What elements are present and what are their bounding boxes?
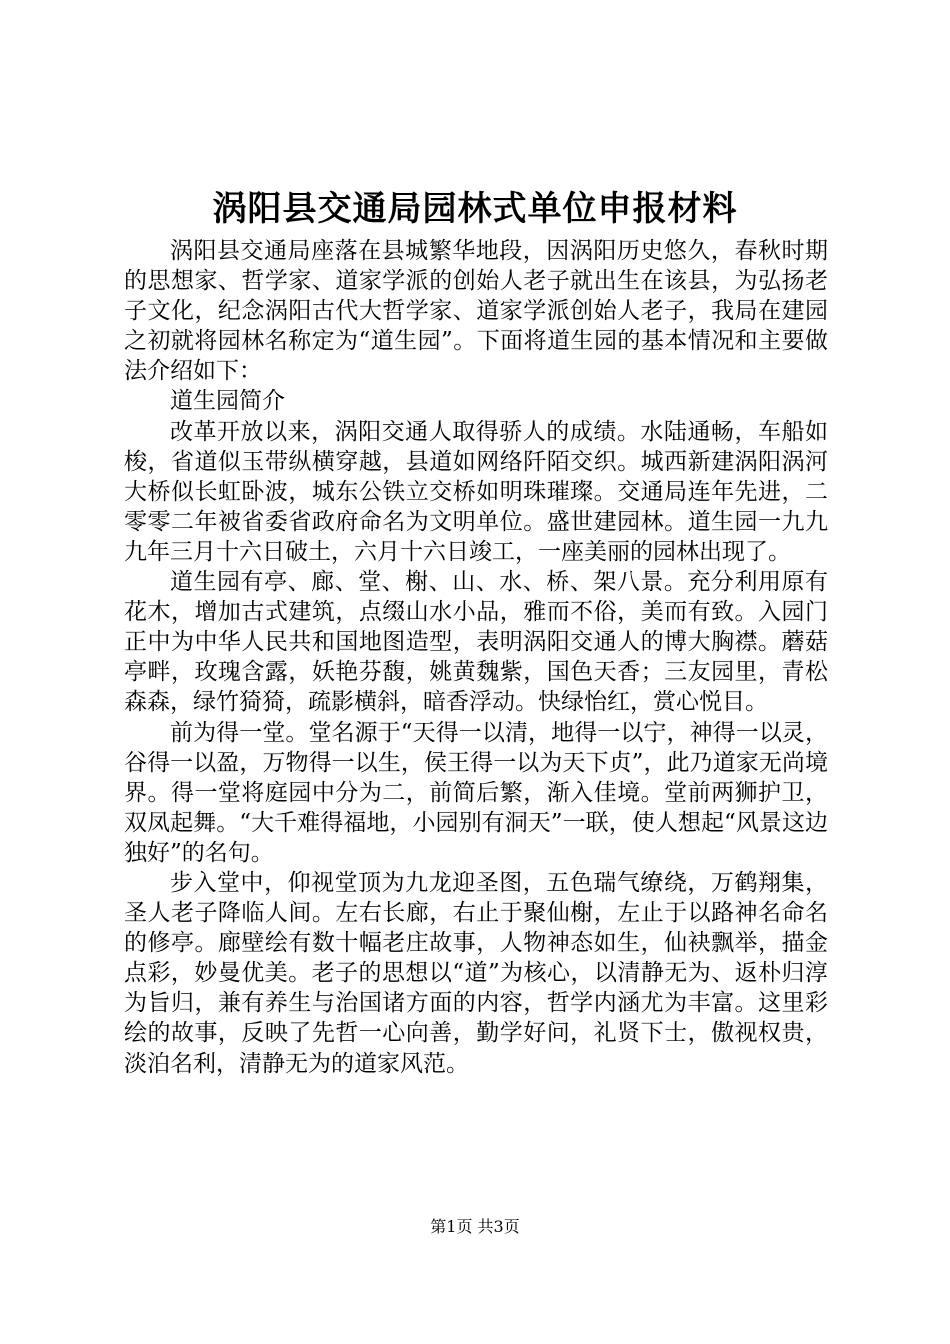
section-heading: 道生园简介 bbox=[170, 388, 285, 415]
paragraph-intro: 涡阳县交通局座落在县城繁华地段，因涡阳历史悠久，春秋时期的思想家、哲学家、道家学派的创始人老子就出生在该县，为弘扬老子文化，纪念涡阳古代大哲学家、道家学派创始人老子，我局在建园之初就将园林名称定为“道生园”。下面将道生园的基本情况和主要做法介绍如下： bbox=[124, 238, 828, 385]
paragraph-scenery: 道生园有亭、廊、堂、榭、山、水、桥、架八景。充分利用原有花木，增加古式建筑，点缀山水小品，雅而不俗，美而有致。入园门正中为中华人民共和国地图造型，表明涡阳交通人的博大胸襟。蘑菇亭畔，玫瑰含露，妖艳芬馥，姚黄魏紫，国色天香；三友园里，青松森森，绿竹猗猗，疏影横斜，暗香浮动。快绿怡红，赏心悦目。 bbox=[124, 569, 828, 716]
document-body bbox=[124, 236, 828, 1079]
page-footer: 第1页 共3页 bbox=[430, 1217, 520, 1236]
document-title: 涡阳县交通局园林式单位申报材料 bbox=[212, 189, 738, 229]
paragraph-reform: 改革开放以来，涡阳交通人取得骄人的成绩。水陆通畅，车船如梭，省道似玉带纵横穿越，县道如网络阡陌交织。城西新建涡阳涡河大桥似长虹卧波，城东公铁立交桥如明珠璀璨。交通局连年先进，二零零二年被省委省政府命名为文明单位。盛世建园林。道生园一九九九年三月十六日破土，六月十六日竣工，一座美丽的园林出现了。 bbox=[124, 418, 828, 565]
paragraph-hall-interior: 步入堂中，仰视堂顶为九龙迎圣图，五色瑞气缭绕，万鹤翔集，圣人老子降临人间。左右长廊，右止于聚仙榭，左止于以路神名命名的修亭。廊壁绘有数十幅老庄故事，人物神态如生，仙袂飘举，描金点彩，妙曼优美。老子的思想以“道”为核心，以清静无为、返朴归淳为旨归，兼有养生与治国诸方面的内容，哲学内涵尤为丰富。这里彩绘的故事，反映了先哲一心向善，勤学好问，礼贤下士，傲视权贵，淡泊名利，清静无为的道家风范。 bbox=[124, 869, 828, 1077]
paragraph-deyi-hall: 前为得一堂。堂名源于“天得一以清，地得一以宁，神得一以灵，谷得一以盈，万物得一以生，侯王得一以为天下贞”，此乃道家无尚境界。得一堂将庭园中分为二，前简后繁，渐入佳境。堂前两狮护卫，双凤起舞。“大千难得福地，小园别有洞天”一联，使人想起“风景这边独好”的名句。 bbox=[124, 719, 828, 866]
